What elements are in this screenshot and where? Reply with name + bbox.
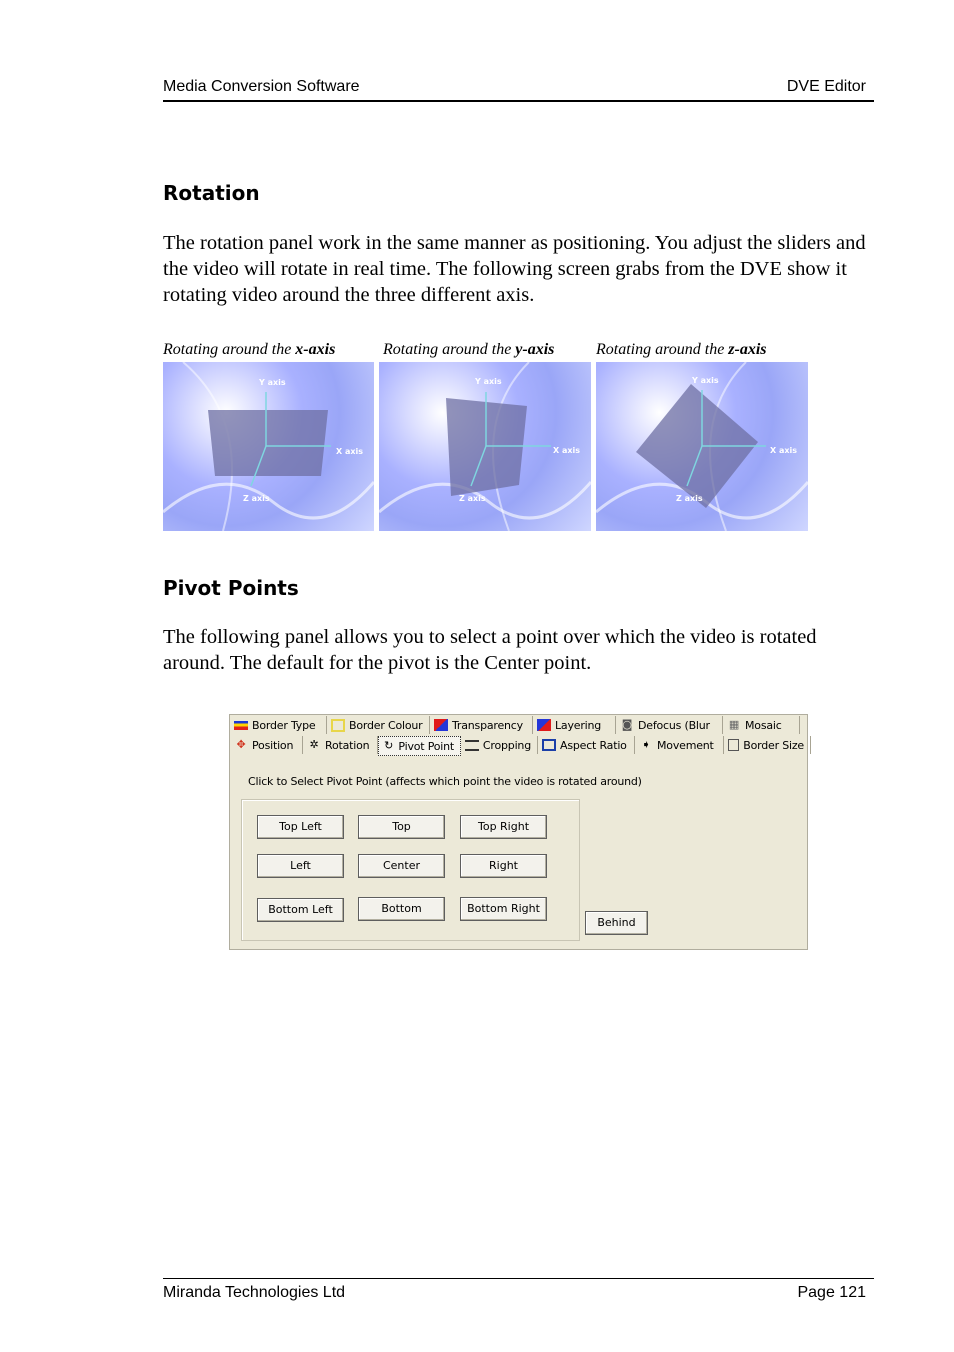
y-axis-label-3: Y axis: [692, 376, 719, 385]
pivot-arrow-icon: ↻: [384, 739, 394, 752]
tab-defocus[interactable]: ◙ Defocus (Blur: [616, 716, 723, 734]
movement-icon: ➧: [641, 738, 651, 751]
right-button[interactable]: Right: [460, 854, 547, 878]
layering-icon: [537, 719, 551, 731]
z-axis-label-2: Z axis: [459, 494, 486, 503]
page-footer: [163, 1278, 874, 1307]
tab-transparency[interactable]: Transparency: [430, 716, 533, 734]
tab-mosaic[interactable]: ▦ Mosaic: [723, 716, 800, 734]
caption-x-axis: Rotating around the x-axis: [163, 341, 336, 358]
left-button[interactable]: Left: [257, 854, 344, 878]
y-axis-label-2: Y axis: [475, 377, 502, 386]
tab-layering[interactable]: Layering: [533, 716, 616, 734]
bottom-right-button[interactable]: Bottom Right: [460, 897, 547, 921]
position-icon: ✥: [236, 738, 246, 751]
header-right-text: DVE Editor: [786, 78, 866, 95]
rotation-z-screenshot: [596, 362, 808, 531]
z-axis-label-1: Z axis: [243, 494, 270, 503]
border-colour-icon: [331, 719, 345, 732]
tab-aspect-ratio[interactable]: Aspect Ratio: [538, 736, 635, 754]
cropping-icon: [465, 740, 479, 751]
x-axis-label-3: X axis: [770, 446, 798, 455]
caption-y-axis: Rotating around the y-axis: [383, 341, 555, 358]
center-button[interactable]: Center: [358, 854, 445, 878]
tab-border-type[interactable]: Border Type: [230, 716, 327, 734]
top-left-button[interactable]: Top Left: [257, 815, 344, 839]
tab-row-2: [230, 736, 811, 756]
tab-border-colour[interactable]: Border Colour: [327, 716, 430, 734]
border-type-icon: [234, 721, 248, 730]
pivot-heading: Pivot Points: [163, 576, 299, 600]
page-header: [163, 76, 874, 102]
z-axis-label-3: Z axis: [676, 494, 703, 503]
x-axis-label-2: X axis: [553, 446, 581, 455]
gear-icon: ✲: [309, 738, 319, 751]
tab-cropping[interactable]: Cropping: [461, 736, 538, 754]
x-axis-label-1: X axis: [336, 447, 364, 456]
pivot-point-panel: [229, 714, 808, 950]
pivot-instruction: Click to Select Pivot Point (affects which point the video is rotated around): [248, 775, 642, 788]
mosaic-icon: ▦: [728, 718, 740, 731]
pivot-button-group: [241, 799, 580, 941]
caption-z-axis: Rotating around the z-axis: [596, 341, 767, 358]
bottom-left-button[interactable]: Bottom Left: [257, 898, 344, 922]
y-axis-label-1: Y axis: [259, 378, 286, 387]
tab-rotation[interactable]: ✲ Rotation: [303, 736, 378, 754]
tab-movement[interactable]: ➧ Movement: [635, 736, 724, 754]
rotation-x-screenshot: [163, 362, 374, 531]
tab-row-1: [230, 716, 800, 736]
header-left-text: Media Conversion Software: [163, 78, 360, 95]
rotation-heading: Rotation: [163, 181, 260, 205]
tab-position[interactable]: ✥ Position: [230, 736, 303, 754]
border-size-icon: [728, 739, 739, 751]
footer-left-text: Miranda Technologies Ltd: [163, 1284, 346, 1301]
aspect-ratio-icon: [542, 739, 556, 751]
bottom-button[interactable]: Bottom: [358, 897, 445, 921]
pivot-paragraph: The following panel allows you to select a point over which the video is rotated around. The default for the pivot is the Center point.: [163, 626, 817, 674]
rotation-y-screenshot: [379, 362, 591, 531]
top-button[interactable]: Top: [358, 815, 445, 839]
top-right-button[interactable]: Top Right: [460, 815, 547, 839]
behind-button[interactable]: Behind: [585, 911, 648, 935]
transparency-icon: [434, 719, 448, 731]
defocus-icon: ◙: [621, 718, 633, 731]
tab-pivot-point[interactable]: ↻ Pivot Point: [378, 736, 461, 756]
tab-border-size[interactable]: Border Size: [724, 736, 811, 754]
rotation-paragraph: The rotation panel work in the same manner as positioning. You adjust the sliders and the video will rotate in real time. The following screen grabs from the DVE show it rotating video around the three different axis.: [163, 232, 866, 306]
footer-right-text: Page 121: [797, 1284, 866, 1301]
